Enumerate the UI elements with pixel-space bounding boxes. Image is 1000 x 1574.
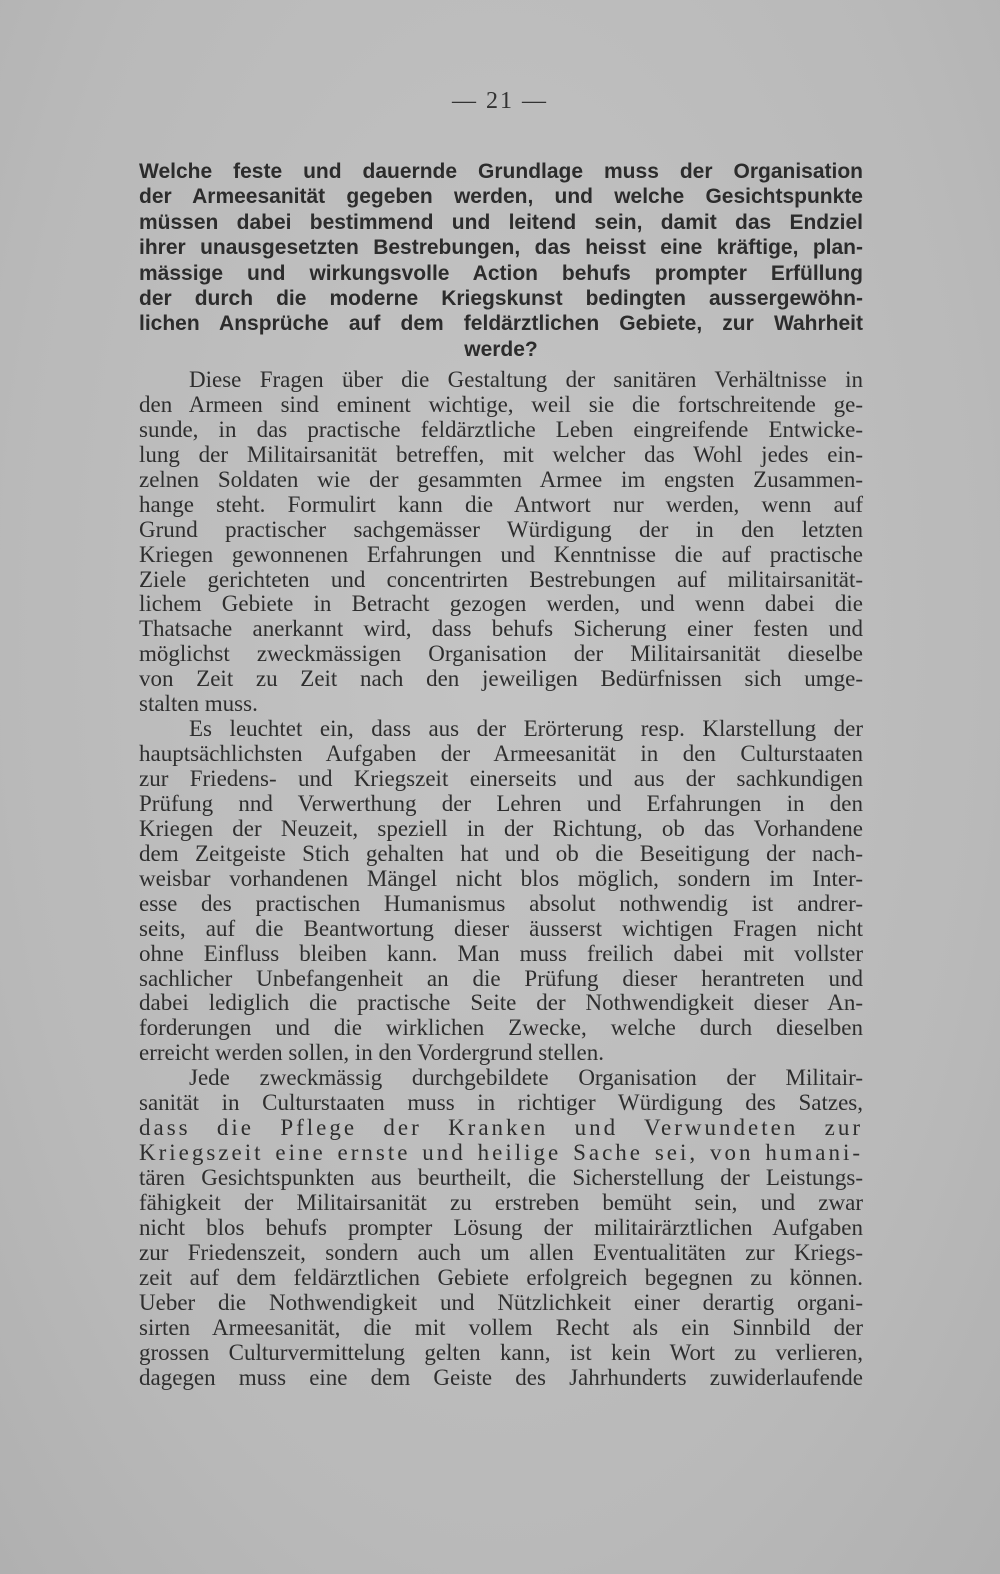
- text-line: dagegen muss eine dem Geiste des Jahrhunderts zuwiderlaufende: [139, 1364, 863, 1390]
- text-line: Ziele gerichteten und concentrirten Bestrebungen auf militairsanität-: [139, 566, 863, 592]
- text-line: der durch die moderne Kriegskunst bedingten aussergewöhn-: [139, 286, 863, 310]
- text-line: lichem Gebiete in Betracht gezogen werden, und wenn dabei die: [139, 591, 863, 617]
- text-line: Diese Fragen über die Gestaltung der sanitären Verhältnisse in: [189, 367, 863, 392]
- text-line: zeit auf dem feldärztlichen Gebiete erfolgreich begegnen zu können.: [139, 1264, 863, 1290]
- text-line: fähigkeit der Militairsanität zu erstreben bemüht sein, und zwar: [139, 1189, 863, 1215]
- text-line: forderungen und die wirklichen Zwecke, welche durch dieselben: [139, 1015, 863, 1041]
- text-line: Es leuchtet ein, dass aus der Erörterung resp. Klarstellung der: [189, 716, 863, 742]
- text-line: Prüfung nnd Verwerthung der Lehren und Erfahrungen in den: [139, 790, 863, 816]
- text-line: dass die Pflege der Kranken und Verwundeten zur: [139, 1115, 863, 1141]
- text-line: mässige und wirkungsvolle Action behufs prompter Erfüllung: [139, 261, 863, 285]
- intro-paragraph: [139, 159, 863, 362]
- text-line: hange steht. Formulirt kann die Antwort nur werden, wenn auf: [139, 491, 863, 517]
- text-line: Thatsache anerkannt wird, dass behufs Sicherung einer festen und: [139, 616, 863, 642]
- text-line: tären Gesichtspunkten aus beurtheilt, die Sicherstellung der Leistungs-: [139, 1165, 863, 1190]
- text-line: Welche feste und dauernde Grundlage muss der Organisation: [139, 160, 863, 183]
- text-line: seits, auf die Beantwortung dieser äusserst wichtigen Fragen nicht: [139, 915, 863, 941]
- text-line: lung der Militairsanität betreffen, mit welcher das Wohl jedes ein-: [139, 441, 863, 467]
- text-line: nicht blos behufs prompter Lösung der militairärztlichen Aufgaben: [139, 1214, 863, 1240]
- text-line: sirten Armeesanität, die mit vollem Recht als ein Sinnbild der: [139, 1314, 863, 1340]
- text-line: stalten muss.: [139, 691, 258, 717]
- body-text: [139, 368, 863, 1390]
- text-line: dabei lediglich die practische Seite der Nothwendigkeit dieser An-: [139, 990, 863, 1016]
- text-line: Kriegszeit eine ernste und heilige Sache sei, von humani-: [139, 1140, 863, 1166]
- text-line: von Zeit zu Zeit nach den jeweiligen Bedürfnissen sich umge-: [139, 666, 863, 692]
- text-line: werde?: [464, 337, 538, 361]
- text-line: möglichst zweckmässigen Organisation der Militairsanität dieselbe: [139, 641, 863, 667]
- text-line: der Armeesanität gegeben werden, und welche Gesichtspunkte: [139, 185, 863, 209]
- text-line: zur Friedenszeit, sondern auch um allen Eventualitäten zur Kriegs-: [139, 1239, 863, 1265]
- text-line: dem Zeitgeiste Stich gehalten hat und ob die Beseitigung der nach-: [139, 840, 863, 866]
- text-line: zur Friedens- und Kriegszeit einerseits und aus der sachkundigen: [139, 766, 863, 791]
- text-line: ihrer unausgesetzten Bestrebungen, das heisst eine kräftige, plan-: [139, 236, 863, 260]
- text-line: ohne Einfluss bleiben kann. Man muss freilich dabei mit vollster: [139, 940, 863, 966]
- text-line: weisbar vorhandenen Mängel nicht blos möglich, sondern im Inter-: [139, 865, 863, 891]
- text-line: lichen Ansprüche auf dem feldärztlichen Gebiete, zur Wahrheit: [139, 312, 863, 336]
- text-line: esse des practischen Humanismus absolut nothwendig ist andrer-: [139, 890, 863, 916]
- text-line: sunde, in das practische feldärztliche Leben eingreifende Entwicke-: [139, 416, 863, 442]
- text-line: den Armeen sind eminent wichtige, weil sie die fortschreitende ge-: [139, 391, 863, 417]
- text-line: Jede zweckmässig durchgebildete Organisation der Militair-: [189, 1065, 863, 1091]
- text-line: müssen dabei bestimmend und leitend sein, damit das Endziel: [139, 210, 863, 234]
- text-line: sanität in Culturstaaten muss in richtiger Würdigung des Satzes,: [139, 1090, 863, 1116]
- text-line: hauptsächlichsten Aufgaben der Armeesanität in den Culturstaaten: [139, 741, 863, 767]
- text-line: Grund practischer sachgemässer Würdigung der in den letzten: [139, 516, 863, 542]
- text-line: grossen Culturvermittelung gelten kann, ist kein Wort zu verlieren,: [139, 1339, 863, 1365]
- text-line: Ueber die Nothwendigkeit und Nützlichkeit einer derartig organi-: [139, 1289, 863, 1315]
- page-number: — 21 —: [452, 88, 548, 114]
- text-line: sachlicher Unbefangenheit an die Prüfung dieser herantreten und: [139, 965, 863, 991]
- text-line: erreicht werden sollen, in den Vordergrund stellen.: [139, 1040, 604, 1066]
- text-line: zelnen Soldaten wie der gesammten Armee im engsten Zusammen-: [139, 466, 863, 492]
- text-line: Kriegen gewonnenen Erfahrungen und Kenntnisse die auf practische: [139, 541, 863, 567]
- text-line: Kriegen der Neuzeit, speziell in der Richtung, ob das Vorhandene: [139, 815, 863, 841]
